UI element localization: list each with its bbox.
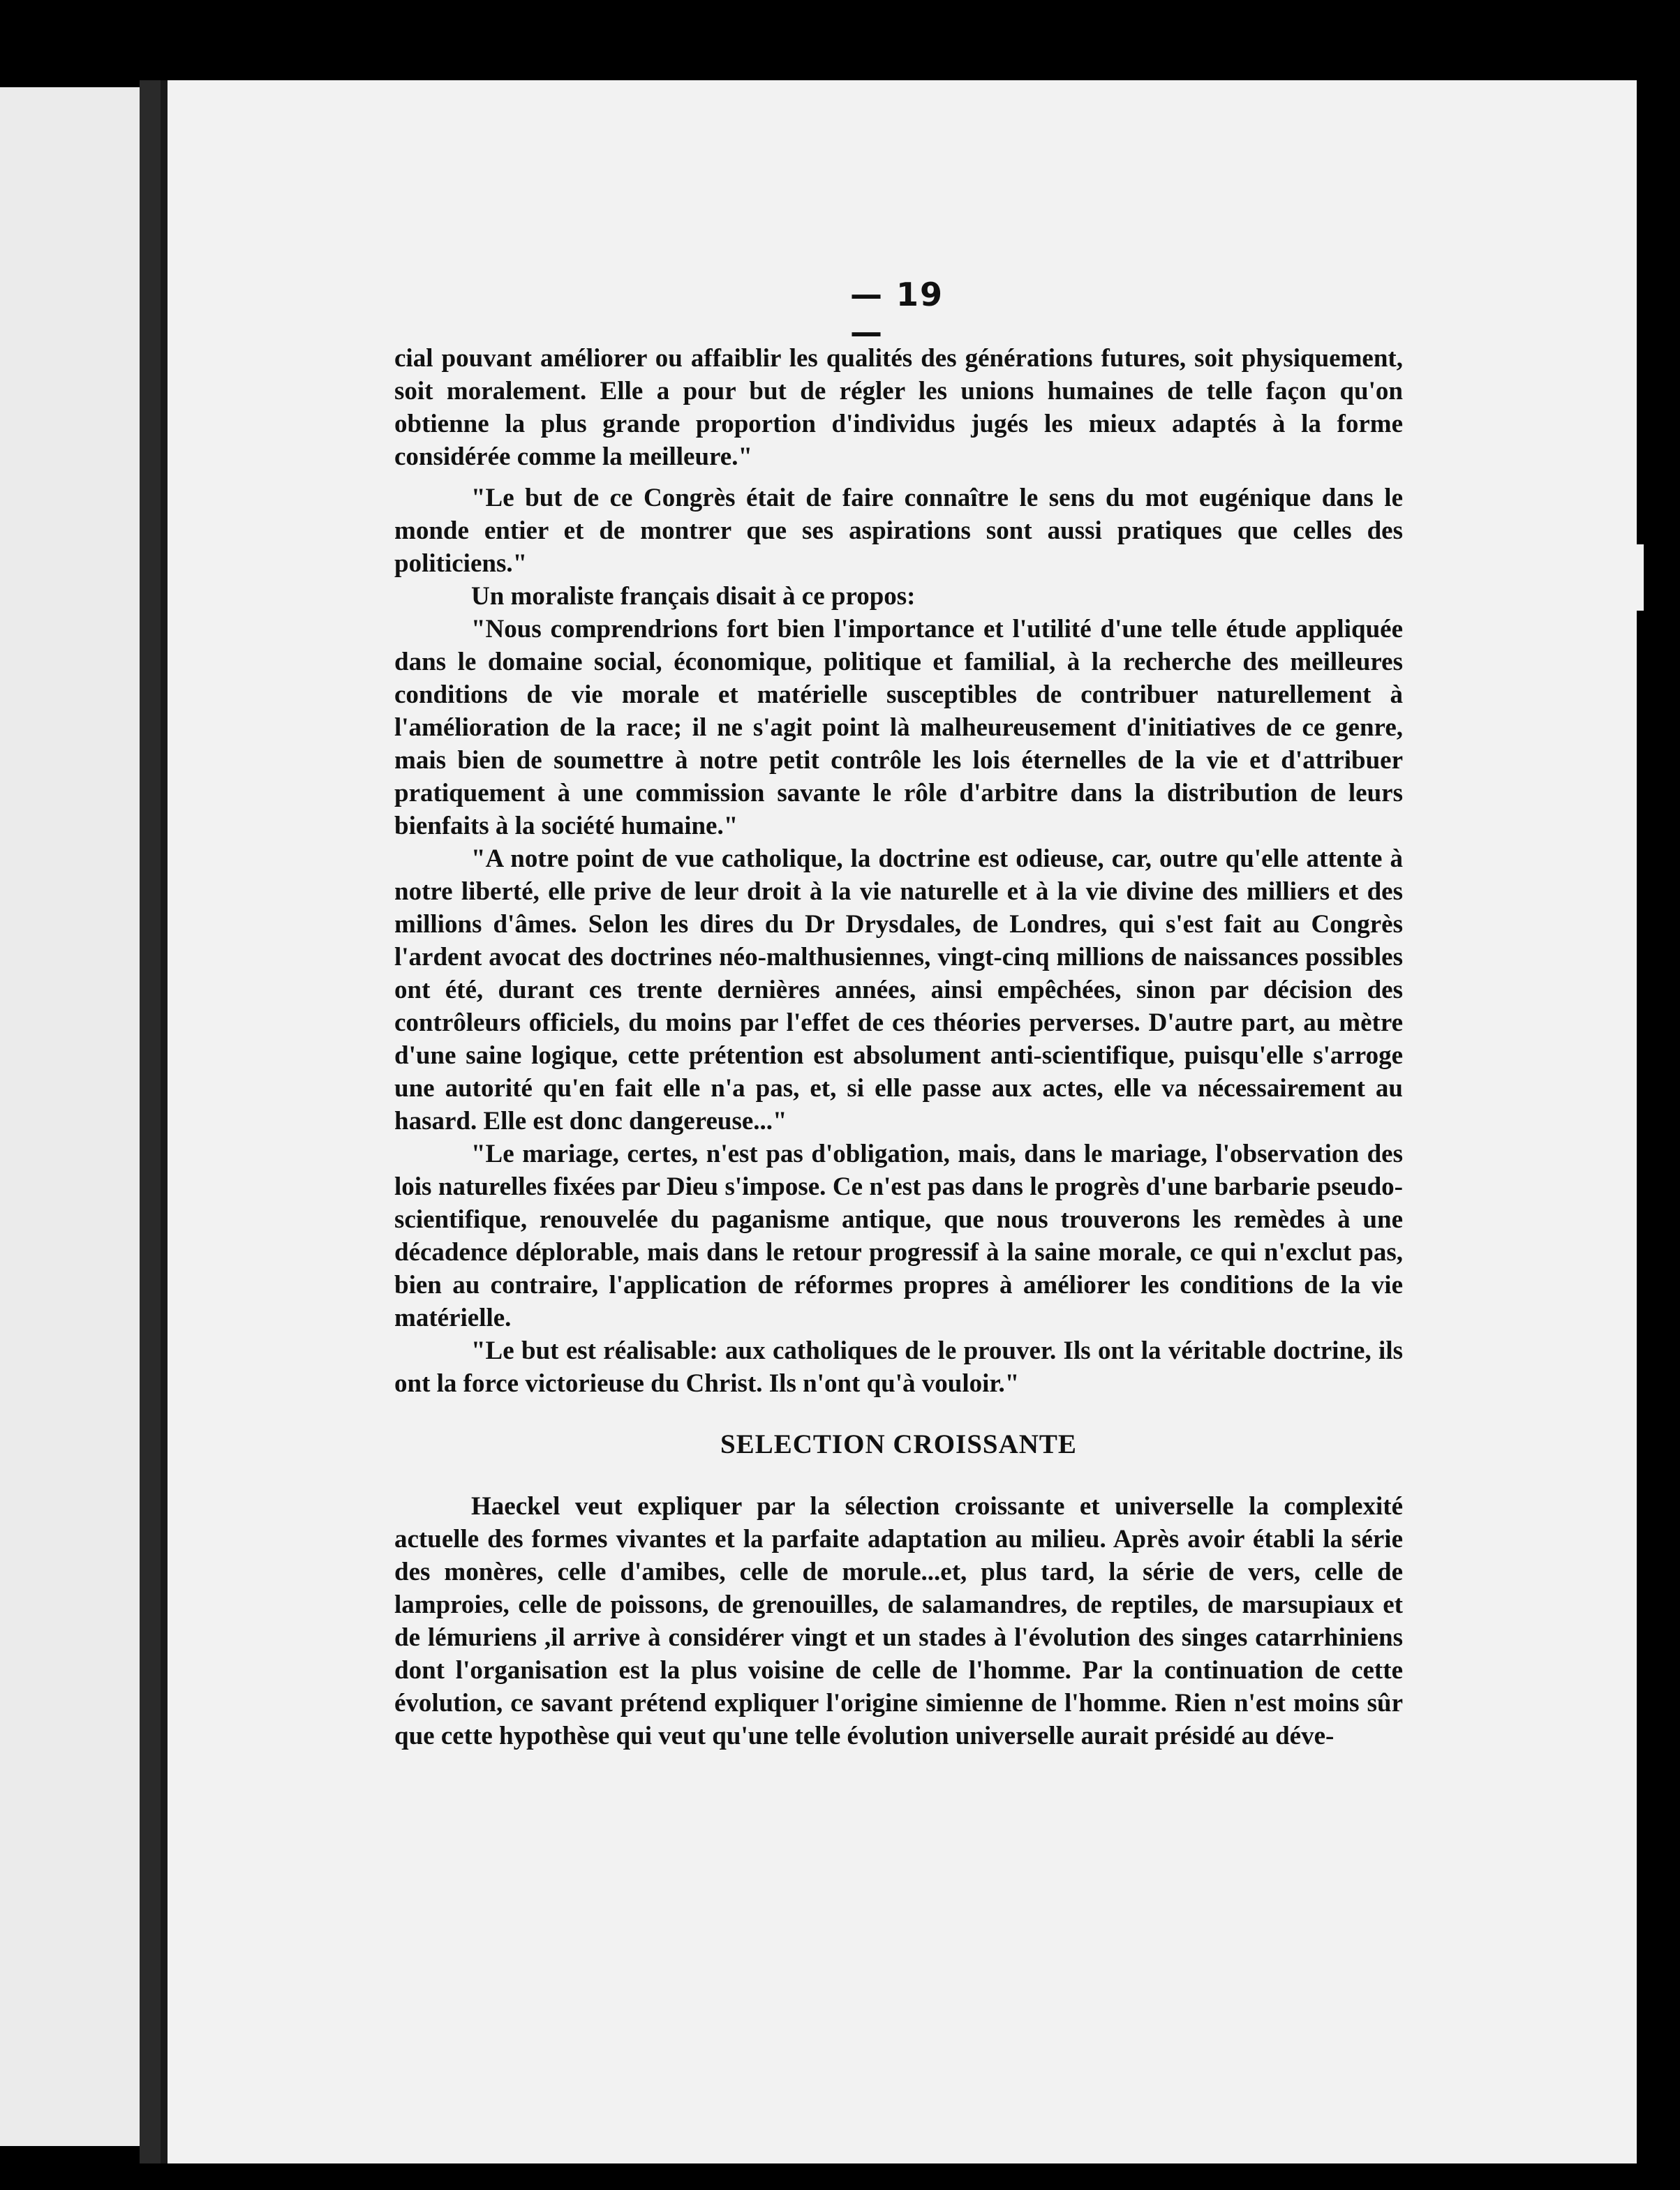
paragraph-1: cial pouvant améliorer ou affaiblir les qualités des générations futures, soit physiquement, soit moralement. Elle a pour but de régler les unions humaines de telle façon qu'on obtienne la plus grande proportion d'individus jugés les mieux adaptés à la forme considérée comme la meilleure." — [394, 344, 1403, 471]
page-edge-mark — [1635, 544, 1644, 611]
paragraph-4: "Nous comprendrions fort bien l'importance et l'utilité d'une telle étude appliquée dans le domaine social, économique, politique et familial, à la recherche des meilleures conditions de vie morale et matérielle susceptibles de contribuer naturellement à l'amélioration de la race; il ne s'agit point là malheureusement d'initiatives de ce genre, mais bien de soumettre à notre petit contrôle les lois éternelles de la vie et d'attribuer pratiquement à une commission savante le rôle d'arbitre dans la distribution de leurs bienfaits à la société humaine." — [394, 615, 1403, 840]
paragraph-3: Un moraliste français disait à ce propos: — [471, 582, 916, 611]
paragraph-6: "Le mariage, certes, n'est pas d'obligation, mais, dans le mariage, l'observation des lois naturelles fixées par Dieu s'impose. Ce n'est pas dans le progrès d'une barbarie pseudo-scientifique, renouvelée du paganisme antique, que nous trouverons les remèdes à une décadence déplorable, mais dans le retour progressif à la saine morale, ce qui n'exclut pas, bien au contraire, l'application de réformes propres à améliorer les conditions de la vie matérielle. — [394, 1140, 1403, 1332]
paragraph-5: "A notre point de vue catholique, la doctrine est odieuse, car, outre qu'elle attente à notre liberté, elle prive de leur droit à la vie naturelle et à la vie divine des milliers et des millions d'âmes. Selon les dires du Dr Drysdales, de Londres, qui s'est fait au Congrès l'ardent avocat des doctrines néo-malthusiennes, vingt-cinq millions de naissances possibles ont été, durant ces trente dernières années, ainsi empêchées, sinon par décision des contrôleurs officiels, du moins par l'effet de ces théories perverses. D'autre part, au mètre d'une saine logique, cette prétention est absolument anti-scientifique, puisqu'elle s'arroge une autorité qu'en fait elle n'a pas, et, si elle passe aux actes, elle va nécessairement au hasard. Elle est donc dangereuse..." — [394, 844, 1403, 1135]
page-number: — 19 — — [850, 276, 944, 351]
paragraph-7: "Le but est réalisable: aux catholiques de le prouver. Ils ont la véritable doctrine, ils ont la force victorieuse du Christ. Ils n'ont qu'à vouloir." — [394, 1336, 1403, 1398]
page-body — [394, 342, 1403, 1752]
paragraph-2: "Le but de ce Congrès était de faire connaître le sens du mot eugénique dans le monde entier et de montrer que ses aspirations sont aussi pratiques que celles des politiciens." — [394, 484, 1403, 578]
facing-page-edge — [0, 87, 145, 2146]
paragraph-8: Haeckel veut expliquer par la sélection croissante et universelle la complexité actuelle des formes vivantes et la parfaite adaptation au milieu. Après avoir établi la série des monères, celle d'amibes, celle de morule...et, plus tard, la série de vers, celle de lamproies, celle de poissons, de grenouilles, de salamandres, de reptiles, de marsupiaux et de lémuriens ,il arrive à considérer vingt et un stades à l'évolution des singes catarrhiniens dont l'organisation est la plus voisine de celle de l'homme. Par la continuation de cette évolution, ce savant prétend expliquer l'origine simienne de l'homme. Rien n'est moins sûr que cette hypothèse qui veut qu'une telle évolution universelle aurait présidé au déve- — [394, 1492, 1403, 1750]
section-heading: SELECTION CROISSANTE — [720, 1429, 1077, 1459]
